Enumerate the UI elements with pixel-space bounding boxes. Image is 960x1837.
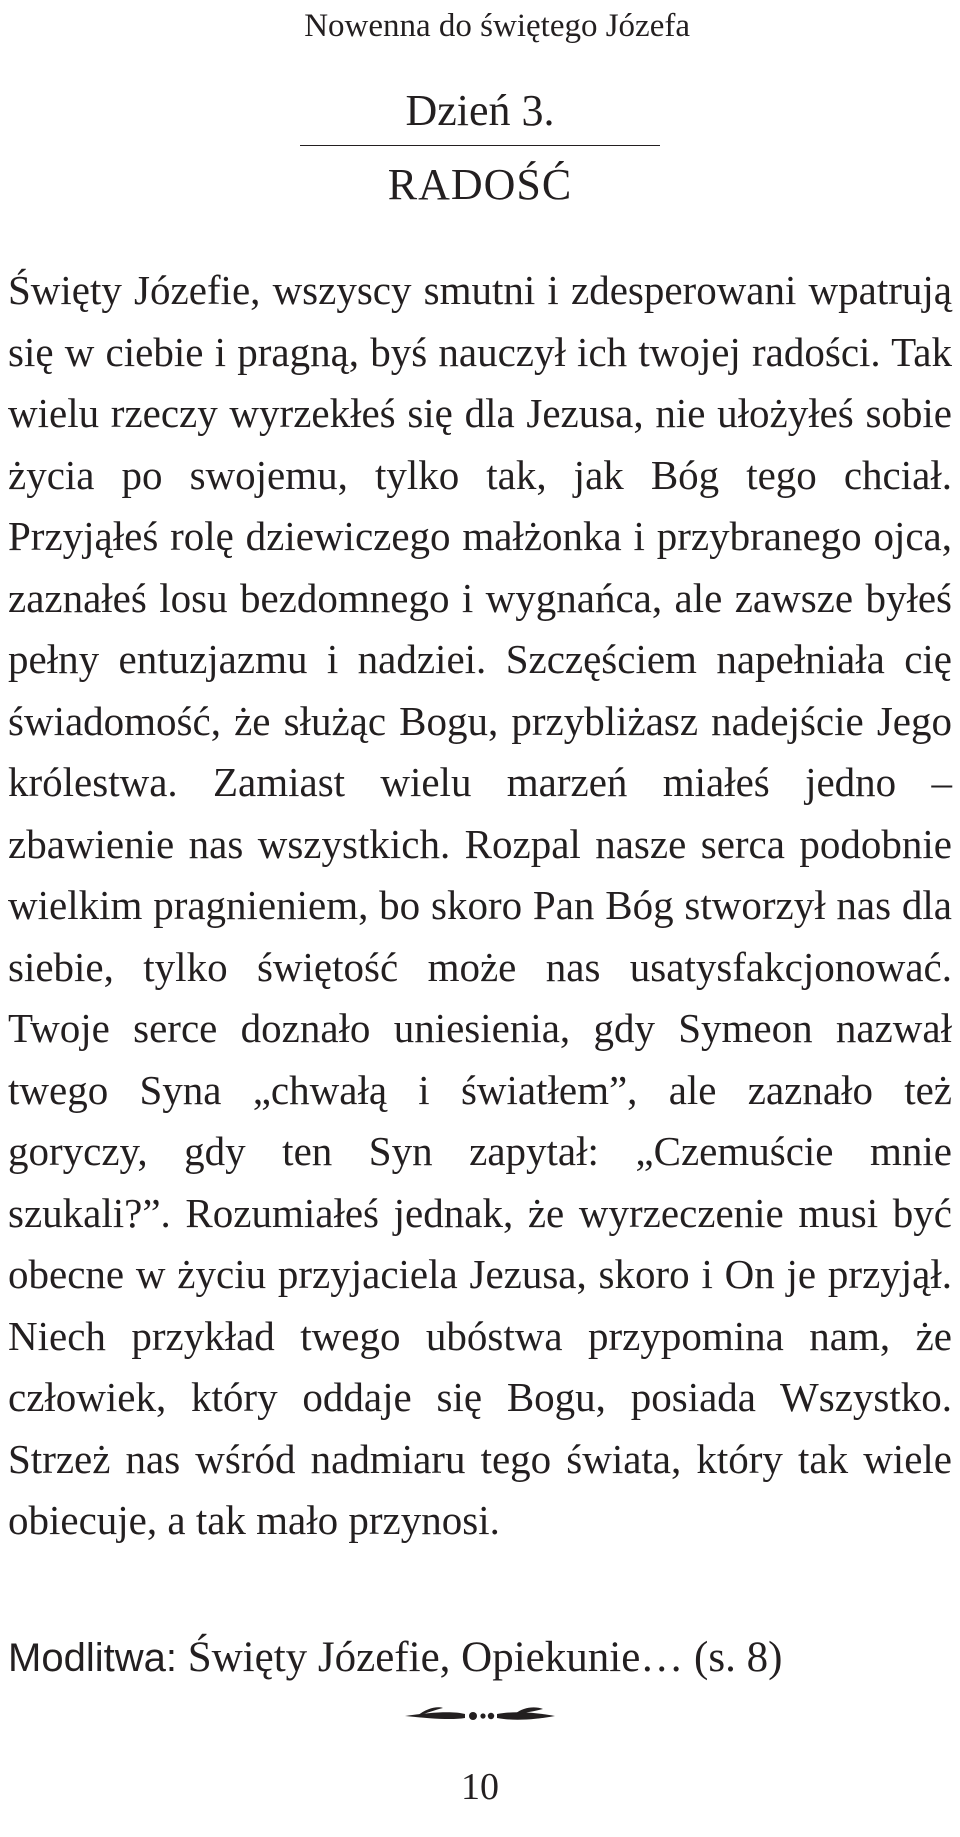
page-number: 10 [461,1766,499,1808]
chapter-title: RADOŚĆ [387,160,573,209]
running-header: Nowenna do świętego Józefa [304,8,690,44]
prayer-label: Modlitwa: [8,1636,177,1680]
chapter-day: Dzień 3. [405,86,555,135]
prayer-reference-text: Święty Józefie, Opiekunie… (s. 8) [176,1634,783,1681]
prayer-paragraph: Święty Józefie, wszyscy smutni i zdesperowani wpatrują się w ciebie i pragną, byś nauczył ich twojej radości. Tak wielu rzeczy wyrzekłeś się dla Jezusa, nie ułożyłeś sobie życia po swojemu, tylko tak, jak Bóg tego chciał. Przyjąłeś rolę dziewiczego małżonka i przybranego ojca, zaznałeś losu bezdomnego i wygnańca, ale zawsze byłeś pełny entuzjazmu i nadziei. Szczęściem napełniała cię świadomość, że służąc Bogu, przybliżasz nadejście Jego królestwa. Zamiast wielu marzeń miałeś jedno – zbawienie nas wszystkich. Rozpal nasze serca podobnie wielkim pragnieniem, bo skoro Pan Bóg stworzył nas dla siebie, tylko świętość może nas usatysfakcjonować. Twoje serce doznało uniesienia, gdy Symeon nazwał twego Syna „chwałą i światłem”, ale zaznało też goryczy, gdy ten Syn zapytał: „Czemuście mnie szukali?”. Rozumiałeś jednak, że wyrzeczenie musi być obecne w życiu przyjaciela Jezusa, skoro i On je przyjął. Niech przykład twego ubóstwa przypomina nam, że człowiek, który oddaje się Bogu, posiada Wszystko. Strzeż nas wśród nadmiaru tego świata, który tak wiele obiecuje, a tak mało przynosi. [8,267,952,1543]
title-divider [300,145,660,146]
fleuron-ornament-icon [403,1701,557,1729]
prayer-reference [8,1628,952,1688]
